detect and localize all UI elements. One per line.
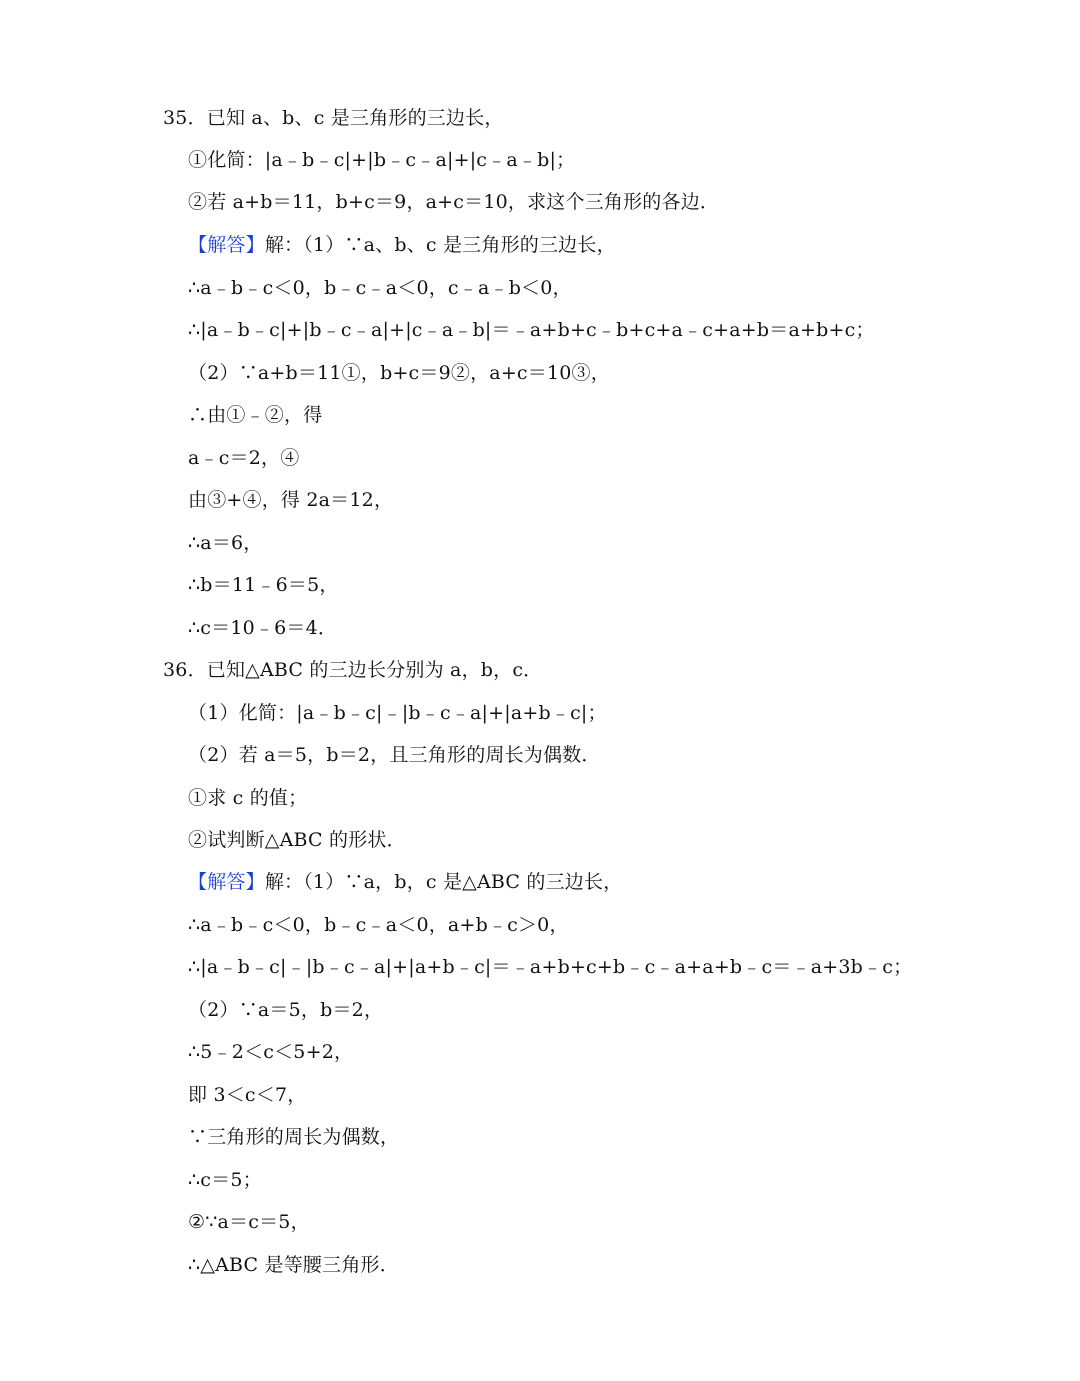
problem-35-answer-line xyxy=(188,233,616,257)
solution-line: 由③+④，得 2a＝12， xyxy=(188,489,394,511)
answer-label: 【解答】 xyxy=(188,234,265,256)
solution-line: ∴b＝11﹣6＝5， xyxy=(188,574,339,596)
solution-line: 解：（1）∵a、b、c 是三角形的三边长， xyxy=(264,234,616,256)
solution-line: ∴5﹣2＜c＜5+2， xyxy=(188,1041,354,1063)
problem-title: 已知△ABC 的三边长分别为 a，b，c． xyxy=(206,659,543,681)
solution-line: ∴a＝6， xyxy=(188,532,263,554)
solution-line: ∴c＝5； xyxy=(188,1169,262,1191)
problem-36-part-2a: ①求 c 的值； xyxy=(188,787,308,809)
problem-36-statement xyxy=(163,658,542,682)
problem-number: 36． xyxy=(163,659,207,681)
solution-line: （2）∵a＝5，b＝2， xyxy=(188,999,384,1021)
solution-line: ∴a﹣b﹣c＜0，b﹣c﹣a＜0，c﹣a﹣b＜0， xyxy=(188,277,572,299)
problem-35-part-2: ②若 a+b＝11，b+c＝9，a+c＝10，求这个三角形的各边． xyxy=(188,191,720,213)
solution-line: ∴|a﹣b﹣c|﹣|b﹣c﹣a|+|a+b﹣c|＝﹣a+b+c+b﹣c﹣a+a+b﹣c＝﹣a+3b﹣c； xyxy=(188,956,913,978)
problem-36-part-1: （1）化简：|a﹣b﹣c|﹣|b﹣c﹣a|+|a+b﹣c|； xyxy=(188,702,607,724)
solution-line: 即 3＜c＜7， xyxy=(188,1084,307,1106)
problem-36-answer-line xyxy=(188,870,622,894)
problem-35-part-1: ①化简：|a﹣b﹣c|+|b﹣c﹣a|+|c﹣a﹣b|； xyxy=(188,149,576,171)
problem-title: 已知 a、b、c 是三角形的三边长， xyxy=(206,107,504,129)
problem-36-part-2b: ②试判断△ABC 的形状． xyxy=(188,829,406,851)
problem-36-part-2: （2）若 a＝5，b＝2，且三角形的周长为偶数． xyxy=(188,744,601,766)
solution-line: a﹣c＝2，④ xyxy=(188,447,300,469)
solution-line: （2）∵a+b＝11①，b+c＝9②，a+c＝10③， xyxy=(188,362,610,384)
solution-line: ∴由①﹣②，得 xyxy=(188,404,323,426)
solution-line: 解：（1）∵a，b，c 是△ABC 的三边长， xyxy=(264,871,623,893)
solution-line: ∴a﹣b﹣c＜0，b﹣c﹣a＜0，a+b﹣c＞0， xyxy=(188,914,569,936)
answer-label: 【解答】 xyxy=(188,871,265,893)
problem-35-statement xyxy=(163,106,504,130)
problem-number: 35． xyxy=(163,107,207,129)
solution-line: ∵三角形的周长为偶数， xyxy=(188,1126,400,1148)
solution-line: ∴c＝10﹣6＝4． xyxy=(188,617,338,639)
solution-line: ∴|a﹣b﹣c|+|b﹣c﹣a|+|c﹣a﹣b|＝﹣a+b+c﹣b+c+a﹣c+a+b＝a+b+c； xyxy=(188,319,875,341)
solution-line: ∴△ABC 是等腰三角形． xyxy=(188,1254,399,1276)
solution-line: ②∵a＝c＝5， xyxy=(188,1211,310,1233)
